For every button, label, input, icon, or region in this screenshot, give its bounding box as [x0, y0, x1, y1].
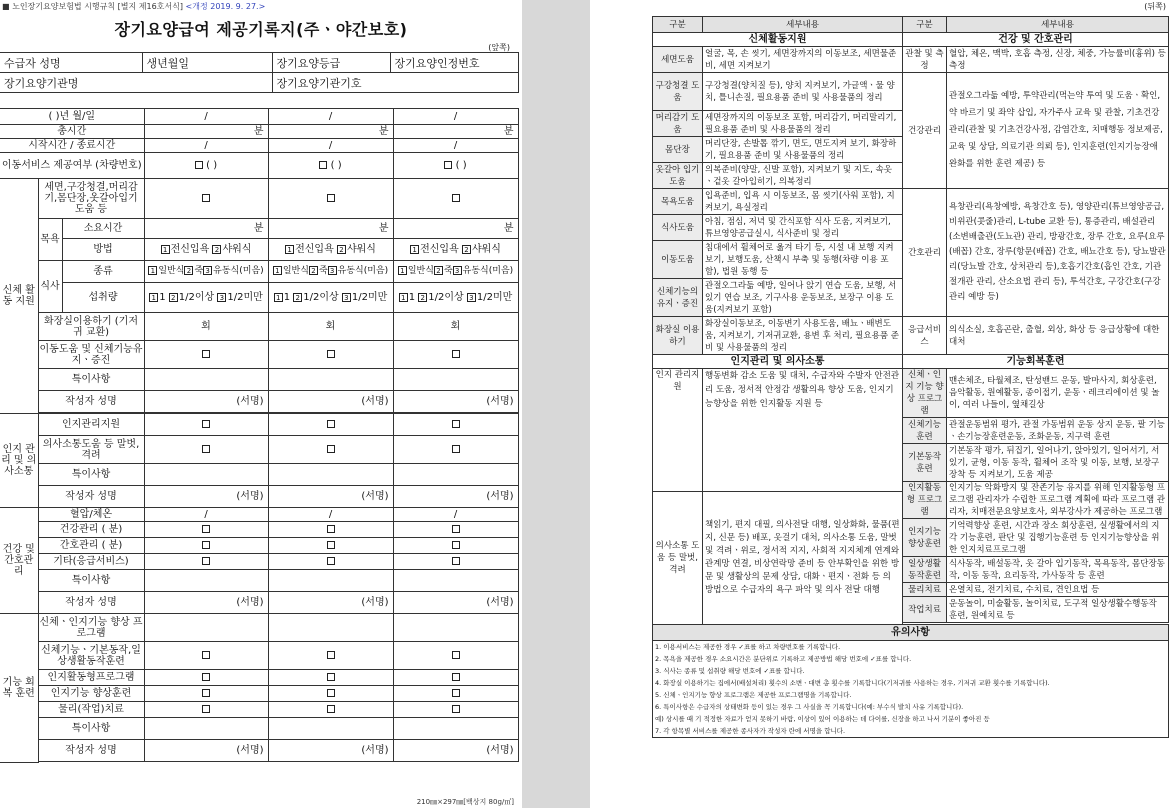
- option-label: 유동식(미음): [213, 266, 264, 276]
- option-number[interactable]: 3: [342, 293, 351, 302]
- checkbox[interactable]: [202, 420, 210, 428]
- wash-detail: 얼굴, 목, 손 씻기, 세면장까지의 이동보조, 세면물준비, 세면 지켜보기: [703, 47, 903, 73]
- signature-cell[interactable]: (서명): [393, 592, 518, 614]
- cogact-cell-1[interactable]: [144, 670, 268, 686]
- form-revision-date: <개정 2019. 9. 27.>: [185, 2, 266, 11]
- option-number[interactable]: 1: [273, 266, 282, 275]
- mobility-cell-1[interactable]: [144, 341, 268, 369]
- bath-method-cell-3[interactable]: [393, 239, 518, 261]
- meal-kind-label: 종류: [62, 261, 144, 283]
- option-label: 전신입욕: [170, 244, 210, 255]
- option-label: 샤워식: [471, 244, 501, 255]
- form-front-page: [0, 0, 522, 808]
- emergency-label: 기타(응급서비스): [38, 554, 144, 570]
- checkbox[interactable]: [202, 673, 210, 681]
- option-label: 1/2미만: [476, 292, 513, 303]
- option-number[interactable]: 2: [293, 293, 302, 302]
- checkbox[interactable]: [452, 705, 460, 713]
- basic-motion-label: 신체기능ㆍ기본동작,일상생활동작훈련: [38, 642, 144, 670]
- signature-cell[interactable]: (서명): [268, 592, 393, 614]
- checkbox[interactable]: [327, 420, 335, 428]
- section-health: 건강 및 간호관리: [903, 33, 1169, 47]
- total-time-cell-2[interactable]: 분: [268, 125, 393, 139]
- emergency-cell-1[interactable]: [144, 554, 268, 570]
- checkbox[interactable]: [327, 673, 335, 681]
- notice-item: 3. 식사는 종류 및 섭취량 해당 번호에 ✓표를 합니다.: [655, 667, 805, 675]
- notice-item: 7. 각 항목별 서비스를 제공한 종사자가 작성자 란에 서명을 합니다.: [655, 727, 846, 735]
- cog-activity-detail: 인지기능 악화방지 및 잔존기능 유지를 위해 인지활동형 프로그램 관리자가 수립한 프로그램 계획에 따라 프로그램 관리자, 치매전문요양보호사, 외부강사가 제공하는 프로그램: [947, 482, 1169, 519]
- option-label: 1/2이상: [428, 292, 464, 303]
- nursing-cell-2[interactable]: [268, 538, 393, 554]
- back-page-label: (뒤쪽): [1144, 2, 1166, 11]
- total-time-cell-1[interactable]: 분: [144, 125, 268, 139]
- meal-kind-cell-1[interactable]: [144, 261, 268, 283]
- wash-cell-3[interactable]: [393, 179, 518, 219]
- section-function-recovery: 기능 회복 훈련: [0, 614, 38, 763]
- cog-support-label: 인지관리지원: [38, 414, 144, 436]
- bath-method-cell-2[interactable]: [268, 239, 393, 261]
- total-time-cell-3[interactable]: 분: [393, 125, 518, 139]
- transport-cell-1[interactable]: [144, 153, 268, 179]
- physio-cell-1[interactable]: [144, 702, 268, 718]
- dress-detail: 의복준비(양말, 신발 포함), 지켜보기 및 지도, 속옷ㆍ겉옷 갈아입히기, 의복정리: [703, 163, 903, 189]
- communication-label: 의사소통도움 등 말벗, 격려: [38, 436, 144, 464]
- bp-cell-2[interactable]: /: [268, 508, 393, 522]
- option-number[interactable]: 3: [467, 293, 476, 302]
- physio-cell-3[interactable]: [393, 702, 518, 718]
- cog-mgmt-category: 인지 관리지원: [653, 369, 703, 492]
- remarks-cell[interactable]: [393, 369, 518, 391]
- checkbox[interactable]: [327, 445, 335, 453]
- basic-cell-1[interactable]: [144, 642, 268, 670]
- transport-checkbox-1[interactable]: [195, 161, 203, 169]
- checkbox[interactable]: [452, 445, 460, 453]
- bp-cell-1[interactable]: /: [144, 508, 268, 522]
- option-number[interactable]: 2: [212, 245, 221, 254]
- form-law-reference: ■ 노인장기요양보험법 시행규칙 [별지 제16호서식]: [2, 2, 183, 11]
- notice-list: [653, 641, 1169, 738]
- cog-cell-2[interactable]: [268, 414, 393, 436]
- cog-training-category: 인지기능 향상훈련: [903, 519, 947, 557]
- health-cell-1[interactable]: [144, 522, 268, 538]
- physio-cell-2[interactable]: [268, 702, 393, 718]
- option-number[interactable]: 2: [169, 293, 178, 302]
- start-end-cell-2[interactable]: /: [268, 139, 393, 153]
- bath-category: 목욕도움: [653, 189, 703, 215]
- option-number[interactable]: 1: [274, 293, 283, 302]
- signature-cell[interactable]: (서명): [144, 592, 268, 614]
- toilet-cell-3[interactable]: 회: [393, 313, 518, 341]
- cogtrain-cell-1[interactable]: [144, 686, 268, 702]
- cog-activity-label: 인지활동형프로그램: [38, 670, 144, 686]
- option-number[interactable]: 3: [203, 266, 212, 275]
- signature-cell[interactable]: (서명): [268, 486, 393, 508]
- checkbox[interactable]: [202, 525, 210, 533]
- option-label: 유동식(미음): [337, 266, 389, 276]
- form-title: 장기요양급여 제공기록지(주ㆍ야간보호): [114, 20, 408, 39]
- mobility-label: 이동도움 및 신체기능유지ㆍ증진: [38, 341, 144, 369]
- recipient-name-field[interactable]: 수급자 성명: [0, 53, 142, 73]
- option-number[interactable]: 2: [462, 245, 471, 254]
- writer-label: 작성자 성명: [38, 391, 144, 413]
- checkbox[interactable]: [327, 350, 335, 358]
- option-label: 1: [159, 292, 166, 303]
- daily-detail: 식사동작, 배설동작, 옷 갈아 입기동작, 목욕동작, 몸단장동작, 이동 동작, 요리동작, 가사동작 등 훈련: [947, 557, 1169, 583]
- transport-cell-3[interactable]: [393, 153, 518, 179]
- section-cognitive: 인지관리 및 의사소통: [653, 355, 903, 369]
- meal-kind-cell-2[interactable]: [268, 261, 393, 283]
- certification-number-field[interactable]: 장기요양인정번호: [390, 53, 518, 73]
- checkbox[interactable]: [202, 651, 210, 659]
- remarks-cell[interactable]: [268, 464, 393, 486]
- comm-cell-1[interactable]: [144, 436, 268, 464]
- checkbox[interactable]: [452, 194, 460, 202]
- remarks-cell[interactable]: [393, 464, 518, 486]
- remarks-cell[interactable]: [144, 464, 268, 486]
- bath-time-label: 소요시간: [62, 219, 144, 239]
- bp-temp-label: 혈압/체온: [38, 508, 144, 522]
- checkbox[interactable]: [327, 541, 335, 549]
- remarks-cell[interactable]: [144, 718, 268, 740]
- option-number[interactable]: 2: [337, 245, 346, 254]
- nursing-cell-1[interactable]: [144, 538, 268, 554]
- physio-label: 물리(작업)치료: [38, 702, 144, 718]
- toilet-detail: 화장실이동보조, 이동변기 사용도움, 배뇨ㆍ배변도움, 지켜보기, 기저귀교환, 용변 후 처리, 필요용품 준비 및 사용물품의 정리: [703, 317, 903, 355]
- wash-category: 세면도움: [653, 47, 703, 73]
- option-label: 일반식: [407, 266, 434, 276]
- oral-category: 구강청결 도움: [653, 73, 703, 111]
- cogtrain-cell-2[interactable]: [268, 686, 393, 702]
- option-label: 1/2이상: [178, 292, 215, 303]
- total-time-label: 총시간: [0, 125, 144, 139]
- signature-cell[interactable]: (서명): [268, 740, 393, 762]
- checkbox[interactable]: [202, 445, 210, 453]
- vehicle-number-blank: ( ): [206, 160, 218, 171]
- notice-item: 2. 목욕을 제공한 경우 소요시간은 분단위로 기록하고 제공방법 해당 번호에 ✓표를 합니다.: [655, 655, 912, 663]
- date-row-label: ( )년 월/일: [0, 109, 144, 125]
- hair-category: 머리감기 도움: [653, 111, 703, 137]
- physical-cog-program-label: 신체ㆍ인지기능 향상 프로그램: [38, 614, 144, 642]
- vehicle-number-blank: ( ): [455, 160, 467, 171]
- bp-detail: 혈압, 체온, 맥박, 호흡 측정, 신장, 체중, 가능률비(흉위) 등 측정: [947, 47, 1169, 73]
- option-label: 샤워식: [222, 244, 252, 255]
- care-grade-field[interactable]: 장기요양등급: [272, 53, 390, 73]
- option-number[interactable]: 1: [398, 266, 407, 275]
- option-number[interactable]: 3: [217, 293, 226, 302]
- intake-cell-1[interactable]: [144, 283, 268, 313]
- checkbox[interactable]: [202, 557, 210, 565]
- option-label: 샤워식: [346, 244, 376, 255]
- option-label: 죽: [318, 266, 328, 276]
- date-cell-3[interactable]: /: [393, 109, 518, 125]
- remarks-cell[interactable]: [144, 570, 268, 592]
- institution-name-field[interactable]: 장기요양기관명: [0, 73, 272, 93]
- option-label: 1: [408, 292, 416, 303]
- basic-cell-2[interactable]: [268, 642, 393, 670]
- wash-grooming-label: 세면,구강청결,머리감기,몸단장,옷갈아입기 도움 등: [38, 179, 144, 219]
- pc-program-category: 신체ㆍ인지 기능 향상 프로그램: [903, 369, 947, 418]
- cog-activity-category: 인지활동형 프로그램: [903, 482, 947, 519]
- meal-intake-label: 섭취량: [62, 283, 144, 313]
- col-header-detail: 세부내용: [947, 17, 1169, 33]
- move-detail: 침대에서 휠체어로 옮겨 타기 등, 시설 내 보행 지켜보기, 보행도움, 산책시 부축 및 동행(차량 이용 포함), 법원 동행 등: [703, 241, 903, 279]
- cog-cell-1[interactable]: [144, 414, 268, 436]
- option-number[interactable]: 1: [149, 293, 158, 302]
- checkbox[interactable]: [327, 194, 335, 202]
- comm-cell-2[interactable]: [268, 436, 393, 464]
- checkbox[interactable]: [327, 705, 335, 713]
- program-cell[interactable]: [144, 614, 268, 642]
- toilet-cell-1[interactable]: 회: [144, 313, 268, 341]
- communication-detail: 책읽기, 편지 대필, 의사전달 대행, 일상화화, 물품(편지, 신문 등) 배포, 옷걸기 대처, 의사소통 도움, 말벗 및 격려ㆍ위로, 정서적 지지, 사회적 지지체계 연계와 관계망 연결, 비상연락망 준비 등 안부확인을 위한 방문 및 생활상의 문제 상담, 대화ㆍ편지ㆍ전화 등 의 방법으로 수급자의 욕구 파악 및 의사 전달 대행: [703, 492, 903, 625]
- meal-category: 식사도움: [653, 215, 703, 241]
- meal-label: 식사: [38, 261, 62, 313]
- bath-method-label: 방법: [62, 239, 144, 261]
- remarks-label: 특이사항: [38, 570, 144, 592]
- signature-cell[interactable]: (서명): [393, 740, 518, 762]
- toilet-label: 화장실이용하기 (기저귀 교환): [38, 313, 144, 341]
- toilet-cell-2[interactable]: 회: [268, 313, 393, 341]
- service-record-table: [0, 108, 519, 763]
- comm-cell-3[interactable]: [393, 436, 518, 464]
- section-function: 기능회복훈련: [903, 355, 1169, 369]
- signature-cell[interactable]: (서명): [144, 391, 268, 413]
- remarks-cell[interactable]: [268, 369, 393, 391]
- transport-service-label: 이동서비스 제공여부 (차량번호): [0, 153, 144, 179]
- bath-time-cell-3[interactable]: 분: [393, 219, 518, 239]
- groom-category: 몸단장: [653, 137, 703, 163]
- checkbox[interactable]: [452, 525, 460, 533]
- bath-time-cell-2[interactable]: 분: [268, 219, 393, 239]
- ot-detail: 운동놀이, 미술활동, 놀이치료, 도구적 일상생활수행동작 훈련, 원예치료 등: [947, 597, 1169, 623]
- checkbox[interactable]: [452, 420, 460, 428]
- nursing-category: 간호관리: [903, 189, 947, 317]
- emergency-detail: 의식소실, 호흡곤란, 출혈, 외상, 화상 등 응급상황에 대한 대처: [947, 317, 1169, 355]
- physio-detail: 온열치료, 전기치료, 수치료, 견인요법 등: [947, 583, 1169, 597]
- signature-cell[interactable]: (서명): [268, 391, 393, 413]
- transport-cell-2[interactable]: [268, 153, 393, 179]
- bath-method-cell-1[interactable]: [144, 239, 268, 261]
- cog-training-label: 인지기능 향상훈련: [38, 686, 144, 702]
- checkbox[interactable]: [202, 350, 210, 358]
- cogact-cell-3[interactable]: [393, 670, 518, 686]
- option-label: 일반식: [282, 266, 309, 276]
- cog-mgmt-detail: 행동변화 감소 도움 및 대처, 수급자와 수발자 안전관리 도움, 정서적 안정감 생활의욕 향상 도움, 인지기능향상을 위한 인지활동 지원 등: [703, 369, 903, 492]
- bath-time-cell-1[interactable]: 분: [144, 219, 268, 239]
- checkbox[interactable]: [202, 705, 210, 713]
- transport-checkbox-3[interactable]: [444, 161, 452, 169]
- cogtrain-cell-3[interactable]: [393, 686, 518, 702]
- option-label: 1/2이상: [303, 292, 339, 303]
- start-end-cell-3[interactable]: /: [393, 139, 518, 153]
- checkbox[interactable]: [452, 350, 460, 358]
- remarks-cell[interactable]: [144, 369, 268, 391]
- mobility-cell-3[interactable]: [393, 341, 518, 369]
- section-cognitive: 인지 관리 및 의사소통: [0, 414, 38, 508]
- writer-label: 작성자 성명: [38, 592, 144, 614]
- move-category: 이동도움: [653, 241, 703, 279]
- col-header-category: 구분: [903, 17, 947, 33]
- signature-cell[interactable]: (서명): [393, 391, 518, 413]
- start-end-cell-1[interactable]: /: [144, 139, 268, 153]
- notice-item: 4. 화장실 이용하기는 집에서(배설처리) 횟수의 소변ㆍ대변 총 횟수를 기록합니다(기저귀를 사용하는 경우, 기저귀 교환 횟수를 기록합니다).: [655, 679, 1050, 687]
- section-physical-activity: 신체 활동 지원: [0, 179, 38, 414]
- meal-detail: 아침, 점심, 저녁 및 간식포함 식사 도움, 지켜보기, 튜브영양공급실시, 식사준비 및 정리: [703, 215, 903, 241]
- option-number[interactable]: 2: [184, 266, 193, 275]
- toilet-category: 화장실 이용하기: [653, 317, 703, 355]
- option-number[interactable]: 1: [399, 293, 408, 302]
- hair-detail: 세면장까지의 이동보조 포함, 머리감기, 머리말리기, 필요용품 준비 및 사용물품의 정리: [703, 111, 903, 137]
- health-mgmt-label: 건강관리 ( 분): [38, 522, 144, 538]
- cog-training-detail: 기억력향상 훈련, 시간과 장소 회상훈련, 실생활에서의 지각 기능훈련, 판단 및 집행기능훈련 등 인지기능향상을 위한 인지치료프로그램: [947, 519, 1169, 557]
- writer-label: 작성자 성명: [38, 740, 144, 762]
- checkbox[interactable]: [202, 541, 210, 549]
- col-header-category: 구분: [653, 17, 703, 33]
- option-number[interactable]: 1: [148, 266, 157, 275]
- cogact-cell-2[interactable]: [268, 670, 393, 686]
- notice-title: 유의사항: [653, 625, 1169, 641]
- physio-category: 물리치료: [903, 583, 947, 597]
- institution-code-field[interactable]: 장기요양기관기호: [272, 73, 518, 93]
- section-health-nursing: 건강 및 간호관리: [0, 508, 38, 614]
- emergency-category: 응급서비스: [903, 317, 947, 355]
- checkbox[interactable]: [327, 651, 335, 659]
- option-number[interactable]: 2: [434, 266, 443, 275]
- health-cell-3[interactable]: [393, 522, 518, 538]
- emergency-cell-3[interactable]: [393, 554, 518, 570]
- option-number[interactable]: 1: [410, 245, 419, 254]
- page-gap: [522, 0, 590, 808]
- wash-cell-2[interactable]: [268, 179, 393, 219]
- option-number[interactable]: 1: [285, 245, 294, 254]
- start-end-time-label: 시작시간 / 종료시간: [0, 139, 144, 153]
- notice-item: 6. 특이사항은 수급자의 상태변화 등이 있는 경우 그 사실을 꼭 기록합니다(예: 부수식 발치 사유 기록합니다).: [655, 703, 964, 711]
- option-label: 일반식: [158, 266, 185, 276]
- form-header-line: [2, 1, 265, 12]
- service-description-table: [652, 16, 1169, 738]
- bath-detail: 입욕준비, 입욕 시 이동보조, 몸 씻기(사워 포함), 지켜보기, 욕실정리: [703, 189, 903, 215]
- bp-category: 관찰 및 측정: [903, 47, 947, 73]
- checkbox[interactable]: [452, 651, 460, 659]
- date-cell-2[interactable]: /: [268, 109, 393, 125]
- function-category: 신체기능의 유지ㆍ증진: [653, 279, 703, 317]
- function-detail: 관절오그라듦 예방, 일어나 앉기 연습 도움, 보행, 서있기 연습 보조, 기구사용 운동보조, 보장구 이용 도움(지켜보기 포함): [703, 279, 903, 317]
- motion-detail: 기본동작 평가, 뒤집기, 일어나기, 앉아있기, 일어서기, 서있기, 균형, 이동 동작, 휠체어 조작 및 이동, 보행, 보장구 장착 등 지켜보기, 도움 제공: [947, 444, 1169, 482]
- option-label: 유동식(미음): [462, 266, 514, 276]
- checkbox[interactable]: [327, 525, 335, 533]
- health-detail: 관절오그라듦 예방, 투약관리(먹는약 투여 및 도움ㆍ확인, 약 바르기 및 좌약 삽입, 자가주사 교육 및 관찰, 기초건강관리(관찰 및 기초건강사정, 감염간호, 치매행동 정보제공, 교육 및 상담, 의료기관 의뢰 등), 인지훈련(인지기능장애 완화를 위한 훈련 제공) 등: [947, 73, 1169, 189]
- remarks-cell[interactable]: [393, 718, 518, 740]
- signature-cell[interactable]: (서명): [144, 486, 268, 508]
- program-cell[interactable]: [268, 614, 393, 642]
- option-number[interactable]: 1: [161, 245, 170, 254]
- front-page-label: (앞쪽): [488, 43, 510, 52]
- option-number[interactable]: 3: [328, 266, 337, 275]
- birthdate-field[interactable]: 생년월일: [142, 53, 272, 73]
- remarks-cell[interactable]: [268, 718, 393, 740]
- option-label: 죽: [194, 266, 204, 276]
- writer-label: 작성자 성명: [38, 486, 144, 508]
- nursing-cell-3[interactable]: [393, 538, 518, 554]
- pc-program-detail: 맨손체조, 타월체조, 탄성밴드 운동, 발마사지, 회상훈련, 음악활동, 원예활동, 종이접기, 운동ㆍ레크리에이션 및 놀이, 여러 나들이, 옆채길상: [947, 369, 1169, 418]
- program-cell[interactable]: [393, 614, 518, 642]
- col-header-detail: 세부내용: [703, 17, 903, 33]
- mobility-cell-2[interactable]: [268, 341, 393, 369]
- option-number[interactable]: 3: [453, 266, 462, 275]
- checkbox[interactable]: [202, 194, 210, 202]
- date-cell-1[interactable]: /: [144, 109, 268, 125]
- daily-category: 일상생활 동작훈련: [903, 557, 947, 583]
- checkbox[interactable]: [452, 557, 460, 565]
- signature-cell[interactable]: (서명): [393, 486, 518, 508]
- option-label: 전신입욕: [420, 244, 459, 255]
- motion-category: 기본동작 훈련: [903, 444, 947, 482]
- checkbox[interactable]: [327, 689, 335, 697]
- notice-item: 5. 신체ㆍ인지기능 향상 프로그램은 제공한 프로그램명을 기록합니다.: [655, 691, 852, 699]
- bp-cell-3[interactable]: /: [393, 508, 518, 522]
- signature-cell[interactable]: (서명): [144, 740, 268, 762]
- checkbox[interactable]: [452, 689, 460, 697]
- remarks-label: 특이사항: [38, 369, 144, 391]
- intake-cell-2[interactable]: [268, 283, 393, 313]
- recipient-info-table: [0, 52, 519, 93]
- paper-spec-footnote: 210㎜×297㎜[백상지 80g/㎡]: [416, 798, 514, 806]
- remarks-label: 특이사항: [38, 718, 144, 740]
- notice-item: 예) 상시를 때 기 적정한 자료가 얻지 못하기 바람, 이상이 있어 이용하는 데 다이를, 신장을 하고 나서 기분이 좋아진 등: [655, 715, 990, 723]
- oral-detail: 구강청결(양치질 등), 양치 지켜보기, 가글액ㆍ물 양치, 틀니손질, 필요용품 준비 및 사용물품의 정리: [703, 73, 903, 111]
- option-number[interactable]: 2: [418, 293, 427, 302]
- remarks-cell[interactable]: [268, 570, 393, 592]
- nursing-detail: 욕창관리(욕창예방, 욕창간호 등), 영양관리(튜브영양공급, 비위관(콧줄)관리, L-tube 교환 등), 통증관리, 배설관리(소변배출관(도뇨관) 관리, 방광간호, 장루 간호, 요루(요루(배꼽) 간호, 장루(항문(배꼽) 간호, 배뇨간호 등), 당뇨발관리(당뇨발 간호, 상처관리 등),호흡기간호(흡인 간호, 기관절개관 관리, 산소요법 관리 등), 투석간호, 구강간호(구강관리 예방 등): [947, 189, 1169, 317]
- communication-category: 의사소통 도움 등 말벗, 격려: [653, 492, 703, 625]
- nursing-label: 간호관리 ( 분): [38, 538, 144, 554]
- checkbox[interactable]: [452, 541, 460, 549]
- emergency-cell-2[interactable]: [268, 554, 393, 570]
- option-label: 죽: [443, 266, 453, 276]
- transport-checkbox-2[interactable]: [319, 161, 327, 169]
- cog-cell-3[interactable]: [393, 414, 518, 436]
- checkbox[interactable]: [452, 673, 460, 681]
- basic-category: 신체기능 훈련: [903, 418, 947, 444]
- section-physical: 신체활동지원: [653, 33, 903, 47]
- ot-category: 작업치료: [903, 597, 947, 623]
- meal-kind-cell-3[interactable]: [393, 261, 518, 283]
- remarks-cell[interactable]: [393, 570, 518, 592]
- health-category: 건강관리: [903, 73, 947, 189]
- basic-detail: 관절운동범위 평가, 관절 가동범위 운동 상지 운동, 팔 기능ㆍ손기능장훈련운동, 조화운동, 지구력 훈련: [947, 418, 1169, 444]
- remarks-label: 특이사항: [38, 464, 144, 486]
- bath-label: 목욕: [38, 219, 62, 261]
- option-label: 1/2미만: [351, 292, 388, 303]
- dress-category: 옷갈아 입기 도움: [653, 163, 703, 189]
- option-label: 1/2미만: [227, 292, 263, 303]
- checkbox[interactable]: [327, 557, 335, 565]
- vehicle-number-blank: ( ): [330, 160, 342, 171]
- checkbox[interactable]: [202, 689, 210, 697]
- groom-detail: 머리단장, 손발톱 깎기, 면도, 면도지켜 보기, 화장하기, 필요용품 준비 및 사용물품의 정리: [703, 137, 903, 163]
- option-number[interactable]: 2: [309, 266, 318, 275]
- notice-item: 1. 이용서비스는 제공한 경우 ✓표를 하고 차량번호를 기록합니다.: [655, 643, 841, 651]
- intake-cell-3[interactable]: [393, 283, 518, 313]
- form-back-page: [590, 0, 1174, 808]
- basic-cell-3[interactable]: [393, 642, 518, 670]
- option-label: 1: [283, 292, 291, 303]
- option-label: 전신입욕: [295, 244, 334, 255]
- health-cell-2[interactable]: [268, 522, 393, 538]
- wash-cell-1[interactable]: [144, 179, 268, 219]
